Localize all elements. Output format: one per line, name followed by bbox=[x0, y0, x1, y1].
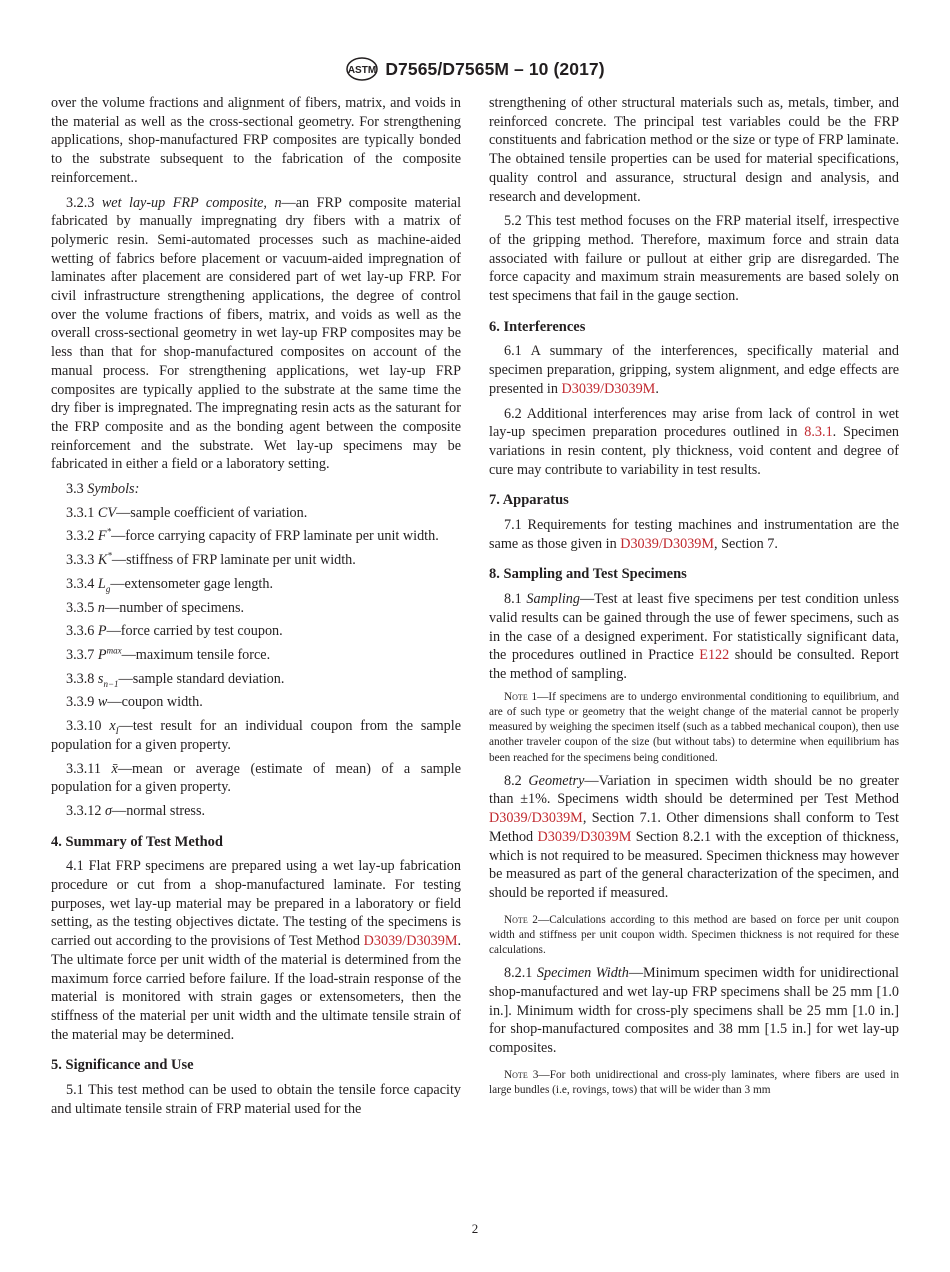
paragraph-8-1: 8.1 Sampling—Test at least five specimens per test condition unless valid results can be gained through the use of fewer specimens, such as in the case of a designed experiment. For statistically significant data, the procedures outlined in Practice E122 should be consulted. Report the method of sampling. bbox=[489, 591, 899, 682]
paragraph-8-2-1: 8.2.1 Specimen Width—Minimum specimen width for unidirectional shop-manufactured and wet lay-up FRP specimens shall be 25 mm [1.0 in.]. Minimum width for cross-ply specimens shall be 25 mm [1.0 in.] for shop-manufactured composites and 38 mm [1.5 in.] for wet lay-up composites. bbox=[489, 965, 899, 1057]
link-d3039[interactable]: D3039/D3039M bbox=[363, 933, 458, 950]
left-column bbox=[51, 94, 461, 1124]
symbol-definition: 3.3.9 w—coupon width. bbox=[66, 694, 203, 711]
paragraph-8-2: 8.2 Geometry—Variation in specimen width should be no greater than ±1%. Specimens width should be determined per Test Method D3039/D3039M, Section 7.1. Other dimensions shall conform to Test Method D3039/D3039M Section 8.2.1 with the exception of thickness, which is not required to be measured. Specimen thickness may however be measured as part of the general characterization of the specimen, and should be reported if measured. bbox=[489, 772, 900, 901]
section-heading-5: 5. Significance and Use bbox=[51, 1057, 194, 1074]
note-2: Note 2—Calculations according to this method are based on force per unit coupon width and stiffness per unit coupon width. Specimen thickness is not required for these calculations. bbox=[489, 913, 899, 957]
section-heading-8: 8. Sampling and Test Specimens bbox=[489, 566, 687, 583]
link-d3039[interactable]: D3039/D3039M bbox=[620, 535, 715, 552]
section-heading-6: 6. Interferences bbox=[489, 318, 586, 335]
svg-text:ASTM: ASTM bbox=[348, 65, 377, 76]
symbol-definition: 3.3.5 n—number of specimens. bbox=[66, 599, 245, 616]
symbol-definition: 3.3.8 $s_{n-1}—sample$ standard deviation. bbox=[66, 670, 285, 689]
symbol-definition: 3.3.1 CV—sample coefficient of variation. bbox=[66, 504, 308, 521]
symbol-definition: 3.3.7 $P^{max}—maximum$ tensile force. bbox=[66, 645, 271, 663]
symbol-definition: 3.3.6 P—force carried by test coupon. bbox=[66, 623, 283, 640]
section-heading-4: 4. Summary of Test Method bbox=[51, 833, 223, 850]
astm-logo-icon bbox=[345, 56, 379, 82]
symbols-heading: 3.3 Symbols: bbox=[66, 481, 140, 498]
paragraph-5-2: 5.2 This test method focuses on the FRP material itself, irrespective of the gripping method. Therefore, maximum force and strain data associated with failure or pullout at either grip are disregarded. The force capacity and maximum strain measurements are based solely on test specimens that fail in the gauge section. bbox=[489, 213, 899, 305]
symbol-definition: 3.3.12 σ—normal stress. bbox=[66, 802, 206, 819]
paragraph-5-1-continued: strengthening of other structural materials such as, metals, timber, and reinforced concrete. The principal test variables could be the FRP constituents and fabrication method or the size or type of FRP laminate. The obtained tensile properties can be used for material specifications, quality control and assurance, structural design and analysis, and research and development. bbox=[489, 95, 899, 205]
link-e122[interactable]: E122 bbox=[699, 647, 730, 664]
link-d3039[interactable]: D3039/D3039M bbox=[537, 828, 632, 845]
paragraph-6-2: 6.2 Additional interferences may arise from lack of control in wet lay-up specimen preparation procedures outlined in 8.3.1. Specimen variations in resin content, ply thickness, void content and degree of cure may contribute to variability in test results. bbox=[489, 405, 899, 478]
symbol-definition: 3.3.10 $x_I—test$ result for an individual coupon from the sample population for a given property. bbox=[51, 718, 462, 753]
paragraph-continued: over the volume fractions and alignment of fibers, matrix, and voids in the material as well as the cross-sectional geometry. For strengthening applications, shop-manufactured FRP composites are typically bonded to the substrate subsequent to the fabrication of the composite reinforcement.. bbox=[51, 95, 461, 186]
symbol-definition: 3.3.3 K*—stiffness of FRP laminate per unit width. bbox=[66, 550, 356, 569]
paragraph-4-1: 4.1 Flat FRP specimens are prepared using a wet lay-up fabrication procedure or cut from a shop-manufactured laminate. For testing purposes, wet lay-up material may be prepared in a laboratory or field setting, as the testing objectives dictate. The testing of the specimens is carried out according to the provisions of Test Method D3039/D3039M. The ultimate force per unit width of the material is determined from the maximum force carried before failure. If the load-strain response of the material is monitored with strain gages or extensometers, then the stiffness of the material per unit width and the ultimate tensile strain of the material may be determined. bbox=[51, 858, 461, 1043]
symbol-definition: 3.3.11 x̄—mean or average (estimate of mean) of a sample population for a given property. bbox=[51, 760, 461, 796]
paragraph-5-1: 5.1 This test method can be used to obtain the tensile force capacity and ultimate tensile strain of FRP material used for the bbox=[51, 1082, 461, 1117]
symbol-definition: 3.3.4 $L_g—extensometer$ gage length. bbox=[66, 575, 274, 594]
page-number: 2 bbox=[471, 1221, 479, 1236]
right-column bbox=[489, 94, 899, 1104]
note-3: Note 3—For both unidirectional and cross-ply laminates, where fibers are used in large bundles (i.e, rovings, tows) that will be wider than 3 mm bbox=[489, 1068, 900, 1096]
document-title: D7565/D7565M – 10 (2017) bbox=[385, 58, 605, 79]
definition-3-2-3: 3.2.3 wet lay-up FRP composite, n—an FRP composite material fabricated by manually impregnating dry fibers with a matrix of polymeric resin. Semi-automated processes such as machine-aided wetting of fabrics before placement or vacuum-aided impregnation of laminates after placement are considered part of wet lay-up FRP. For civil infrastructure strengthening applications, the degree of control over the volume fractions of fibers, matrix, and voids as well as the overall cross-sectional geometry in wet lay-up FRP composites may be less than that for shop-manufactured composites on account of the manual process. For strengthening applications, wet lay-up FRP composites are typically applied to the substrate at the same time the dry fiber is impregnated. The impregnating resin acts as the saturant for the FRP composite and as the bonding agent between the composite reinforcement and the substrate. Wet lay-up specimens may be fabricated in either a field or a laboratory setting. bbox=[51, 194, 462, 473]
link-d3039[interactable]: D3039/D3039M bbox=[489, 810, 583, 827]
symbols-list bbox=[51, 504, 461, 821]
section-heading-7: 7. Apparatus bbox=[489, 492, 569, 509]
page-header bbox=[0, 56, 950, 87]
paragraph-7-1: 7.1 Requirements for testing machines and instrumentation are the same as those given in D3039/D3039M, Section 7. bbox=[489, 517, 899, 552]
note-1: Note 1—If specimens are to undergo environmental conditioning to equilibrium, and are of such type or geometry that the weight change of the material cannot be properly measured by weighing the specimen itself (such as a tabbed mechanical coupon), then use another traveler coupon of the size (but without tabs) to determine when equilibrium has been reached for the specimens being conditioned. bbox=[489, 690, 900, 764]
link-8-3-1[interactable]: 8.3.1 bbox=[804, 424, 833, 441]
paragraph-6-1: 6.1 A summary of the interferences, specifically material and specimen preparation, gripping, system alignment, and edge effects are presented in D3039/D3039M. bbox=[489, 343, 899, 397]
link-d3039[interactable]: D3039/D3039M bbox=[561, 380, 656, 397]
symbol-definition: 3.3.2 F*—force carrying capacity of FRP laminate per unit width. bbox=[66, 526, 439, 545]
